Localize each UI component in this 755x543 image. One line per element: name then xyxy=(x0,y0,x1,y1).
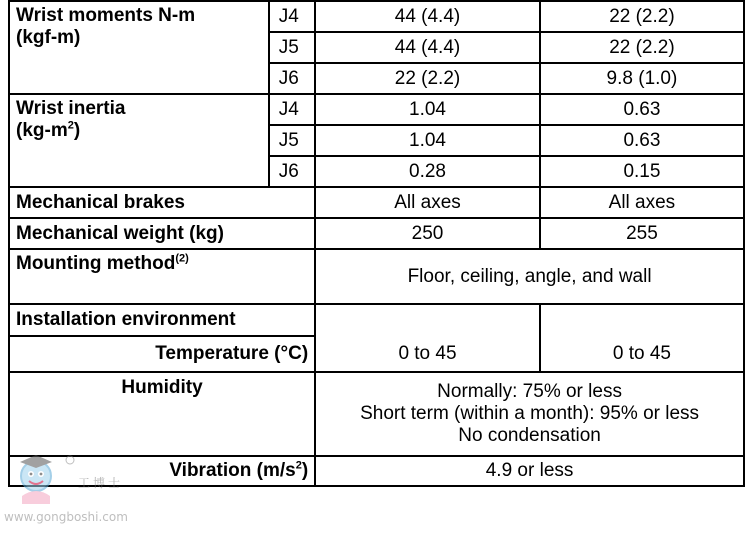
axis-cell: J5 xyxy=(269,125,315,156)
mounting-label: Mounting method$^{(2)}$ xyxy=(9,249,315,304)
value-cell: 1.04 xyxy=(315,125,540,156)
table-row xyxy=(9,249,744,304)
value-cell: 0.28 xyxy=(315,156,540,187)
table-row xyxy=(9,94,744,125)
value-cell: 44 (4.4) xyxy=(315,1,540,32)
value-cell: 1.04 xyxy=(315,94,540,125)
watermark-brand: 工博士 xyxy=(78,476,124,490)
value-cell: 0.15 xyxy=(540,156,744,187)
value-cell: 22 (2.2) xyxy=(540,32,744,63)
value-cell: 250 xyxy=(315,218,540,249)
watermark-url: www.gongboshi.com xyxy=(4,510,128,524)
wrist-moments-label: Wrist moments N-m (kgf-m) xyxy=(9,1,269,94)
axis-cell: J4 xyxy=(269,94,315,125)
axis-cell: J4 xyxy=(269,1,315,32)
vibration-label: Vibration $(m/s^2)$ xyxy=(9,456,315,486)
value-cell: 9.8 (1.0) xyxy=(540,63,744,94)
env-blank-cell xyxy=(315,304,540,336)
table-row xyxy=(9,304,744,336)
environment-label: Installation environment xyxy=(9,304,315,336)
table-row xyxy=(9,456,744,486)
table-row xyxy=(9,187,744,218)
spec-table xyxy=(8,0,745,487)
axis-cell: J5 xyxy=(269,32,315,63)
temperature-label: Temperature (°C) xyxy=(9,336,315,372)
value-cell: All axes xyxy=(540,187,744,218)
table-row xyxy=(9,218,744,249)
table-row xyxy=(9,372,744,456)
value-cell: 255 xyxy=(540,218,744,249)
humidity-label: Humidity xyxy=(9,372,315,456)
value-cell: 22 (2.2) xyxy=(540,1,744,32)
vibration-value: 4.9 or less xyxy=(315,456,744,486)
weight-label: Mechanical weight (kg) xyxy=(9,218,315,249)
brakes-label: Mechanical brakes xyxy=(9,187,315,218)
axis-cell: J6 xyxy=(269,156,315,187)
table-row xyxy=(9,1,744,32)
env-blank-cell xyxy=(540,304,744,336)
value-cell: 0.63 xyxy=(540,94,744,125)
mounting-value: Floor, ceiling, angle, and wall xyxy=(315,249,744,304)
value-cell: 22 (2.2) xyxy=(315,63,540,94)
value-cell: 0 to 45 xyxy=(540,336,744,372)
axis-cell: J6 xyxy=(269,63,315,94)
humidity-value: Normally: 75% or less Short term (within a month): 95% or less No condensation xyxy=(315,372,744,456)
table-row xyxy=(9,336,744,372)
value-cell: 0 to 45 xyxy=(315,336,540,372)
wrist-inertia-label: Wrist inertia $(kg-m^2)$ xyxy=(9,94,269,187)
value-cell: All axes xyxy=(315,187,540,218)
value-cell: 44 (4.4) xyxy=(315,32,540,63)
value-cell: 0.63 xyxy=(540,125,744,156)
